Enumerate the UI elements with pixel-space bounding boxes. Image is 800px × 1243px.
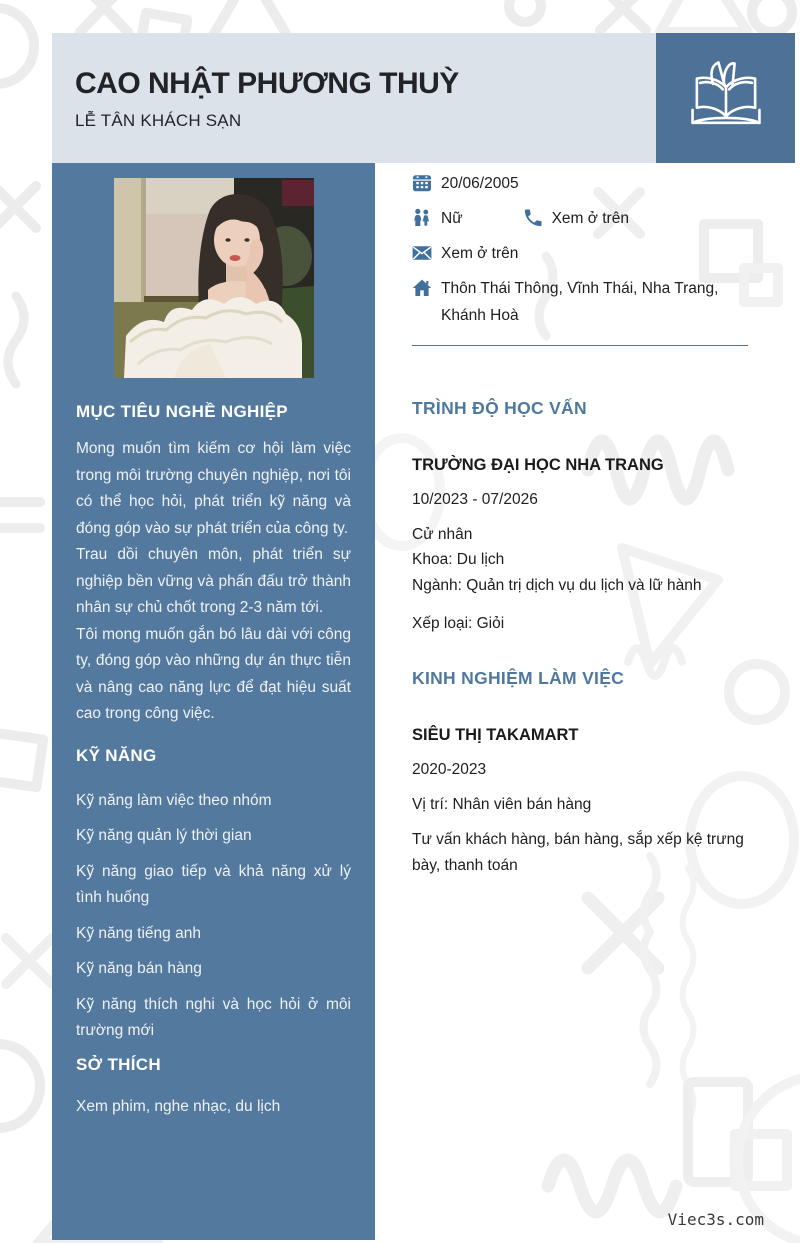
address-value: Thôn Thái Thông, Vĩnh Thái, Nha Trang, Khánh Hoà: [441, 280, 719, 324]
objective-paragraph: Tôi mong muốn gắn bó lâu dài với công ty, đóng góp vào những dự án thực tiễn và nâng cao năng lực để đạt hiệu suất cao trong công việc.: [76, 625, 351, 722]
candidate-name: CAO NHẬT PHƯƠNG THUỲ: [75, 67, 459, 100]
objective-text: [76, 436, 351, 728]
open-book-icon: [685, 60, 767, 136]
education-heading: TRÌNH ĐỘ HỌC VẤN: [412, 398, 587, 418]
objective-paragraph: Mong muốn tìm kiếm cơ hội làm việc trong môi trường chuyên nghiệp, nơi tôi có thể học hỏi, phát triển kỹ năng và đóng góp vào sự phát triển của công ty.: [76, 440, 351, 537]
contact-gender: [412, 205, 463, 232]
education-major: Ngành: Quản trị dịch vụ du lịch và lữ hành: [412, 576, 702, 594]
contact-row-birthdate: [412, 170, 760, 197]
skill-item: Kỹ năng bán hàng: [76, 960, 202, 977]
hobby-item: Xem phim, nghe nhạc, du lịch: [76, 1097, 281, 1115]
skills-list: [76, 788, 351, 1045]
gender-value: Nữ: [441, 210, 463, 227]
home-icon: [412, 278, 432, 298]
section-divider: [412, 345, 748, 346]
objective-paragraph: Trau dồi chuyên môn, phát triển sự nghiệp bền vững và phấn đấu trở thành nhân sự chủ chốt trong 2-3 năm tới.: [76, 546, 351, 616]
education-grade: Xếp loại: Giỏi: [412, 614, 505, 632]
header-banner: [52, 33, 656, 163]
gender-icon: [412, 208, 432, 228]
contact-row-gender-phone: [412, 205, 760, 232]
education-period: 10/2023 - 07/2026: [412, 491, 538, 508]
skill-item: Kỹ năng quản lý thời gian: [76, 827, 252, 844]
experience-description: Tư vấn khách hàng, bán hàng, sắp xếp kệ trưng bày, thanh toán: [412, 830, 744, 874]
email-value: Xem ở trên: [441, 245, 519, 262]
experience-heading: KINH NGHIỆM LÀM VIỆC: [412, 667, 625, 688]
phone-value: Xem ở trên: [551, 210, 629, 227]
experience-company: SIÊU THỊ TAKAMART: [412, 725, 579, 744]
skill-item: Kỹ năng làm việc theo nhóm: [76, 791, 272, 809]
envelope-icon: [412, 243, 432, 263]
contact-row-address: [412, 275, 760, 329]
experience-position: Vị trí: Nhân viên bán hàng: [412, 795, 592, 813]
skills-heading: KỸ NĂNG: [76, 745, 157, 765]
watermark-brand: Viec3s.com: [667, 1210, 764, 1229]
main-column: [412, 170, 760, 879]
skill-item: Kỹ năng giao tiếp và khả năng xử lý tình huống: [76, 862, 351, 906]
contact-phone: [523, 205, 629, 232]
education-school: TRƯỜNG ĐẠI HỌC NHA TRANG: [412, 456, 664, 474]
birthdate-value: 20/06/2005: [441, 175, 519, 192]
hobbies-heading: SỞ THÍCH: [76, 1054, 161, 1074]
phone-icon: [523, 208, 543, 228]
calendar-icon: [412, 173, 432, 193]
contact-row-email: [412, 240, 760, 267]
job-title: LỄ TÂN KHÁCH SẠN: [75, 110, 242, 130]
experience-period: 2020-2023: [412, 760, 487, 778]
logo-box: [656, 33, 795, 163]
sidebar: [52, 163, 375, 1240]
education-details: [412, 522, 760, 598]
skill-item: Kỹ năng thích nghi và học hỏi ở môi trường mới: [76, 995, 351, 1039]
objective-heading: MỤC TIÊU NGHỀ NGHIỆP: [76, 402, 288, 421]
skill-item: Kỹ năng tiếng anh: [76, 924, 201, 942]
education-degree: Cử nhân: [412, 526, 473, 543]
education-faculty: Khoa: Du lịch: [412, 551, 505, 569]
profile-photo: [114, 178, 314, 378]
